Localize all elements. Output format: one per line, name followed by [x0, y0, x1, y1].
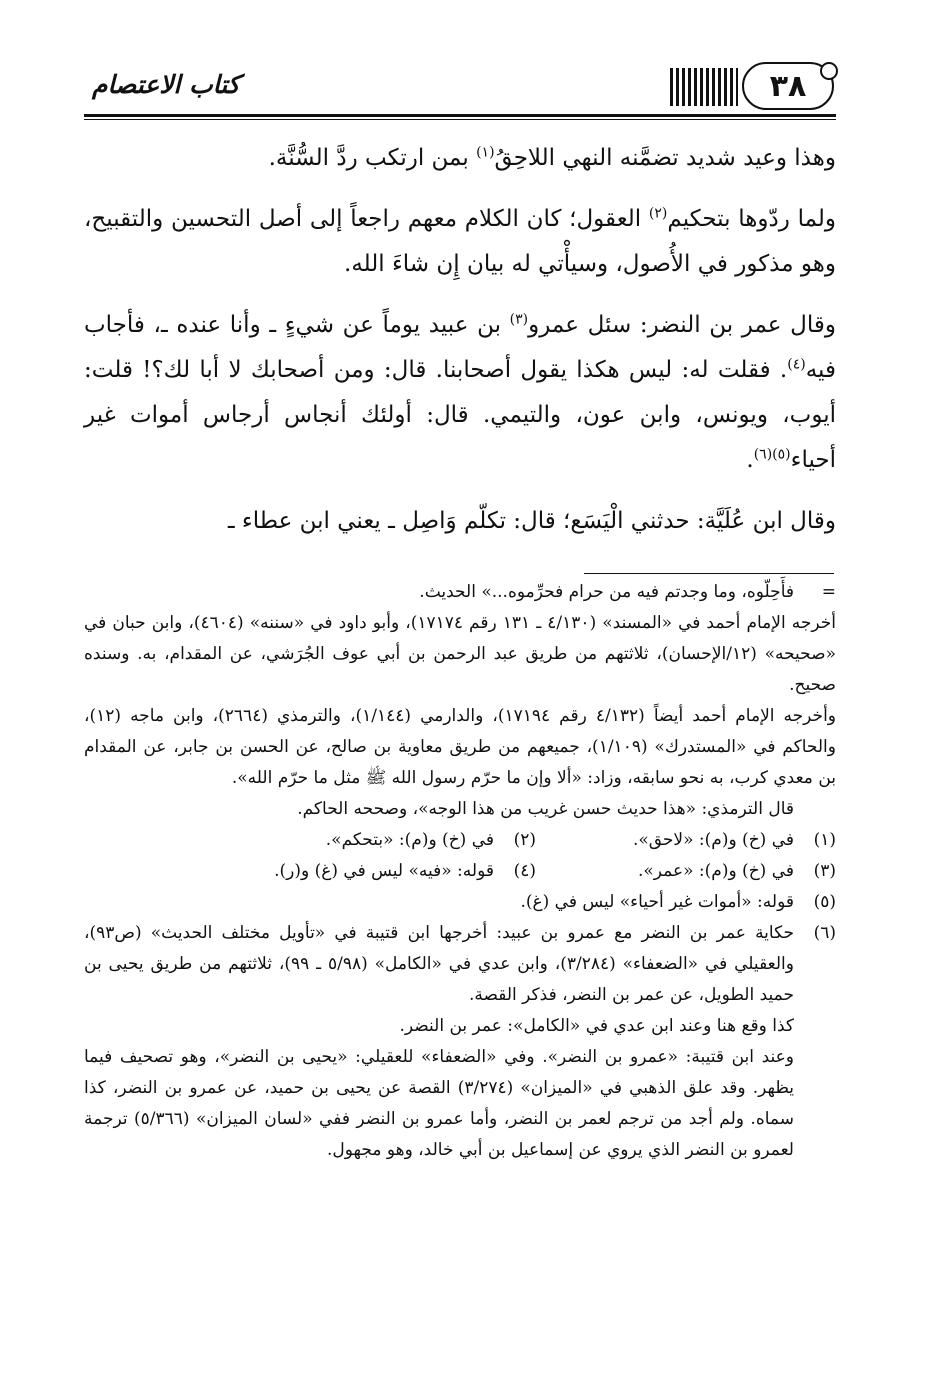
footnote-text: أخرجه الإمام أحمد في «المسند» (٤/١٣٠ ـ ١٣١ رقم ١٧١٧٤)، وأبو داود في «سننه» (٤٦٠٤)، وابن حبان في «صحيحه» (١٢/الإحسان)، ثلاثتهم من طريق عبد الرحمن بن أبي عوف الجُرَشي، عن المقدام، به. وسنده صحيح. [84, 613, 836, 695]
footnote-text: قوله: «فيه» ليس في (غ) و(ر). [274, 861, 494, 881]
text-run: وقال عمر بن النضر: سئل عمرو [528, 312, 836, 338]
footnote-number: (٤) [513, 861, 536, 881]
footnote-text: وعند ابن قتيبة: «عمرو بن النضر». وفي «الضعفاء» للعقيلي: «يحيى بن النضر»، وهو تصحيف فيما يظهر. وقد علق الذهبي في «الميزان» (٣/٢٧٤) القصة عن يحيى بن حميد، عن عمرو بن النضر، كذا سماه. ولم أجد من ترجم لعمر بن النضر، وأما عمرو بن النضر ففي «لسان الميزان» (٥/٣٦٦) ترجمة لعمرو بن النضر الذي يروي عن إسماعيل بن أبي خالد، وهو مجهول. [84, 1047, 794, 1160]
header-ornament-bars [670, 68, 738, 106]
continuation-marker: = [821, 582, 836, 602]
paragraph-4: وقال ابن عُلَيَّة: حدثني الْيَسَع؛ قال: تكلّم وَاصِل ـ يعني ابن عطاء ـ [227, 508, 836, 534]
footnote-3 [536, 856, 836, 887]
footnote-ref: (٢) [648, 205, 668, 222]
footnote-ref: (١) [476, 144, 495, 161]
footnote-ref: (٤) [787, 356, 806, 373]
footnote-6 [84, 918, 836, 1011]
footnote-row [84, 825, 836, 856]
paragraph-2 [84, 197, 836, 287]
footnote-2 [236, 825, 536, 856]
footnote-text: في (خ) و(م): «بتحكم». [325, 830, 494, 850]
footnotes [84, 577, 836, 1166]
footnote-5 [84, 887, 836, 918]
footnote-text: قوله: «أموات غير أحياء» ليس في (غ). [520, 892, 794, 912]
text-run: ولما ردّوها بتحكيم [667, 206, 836, 232]
footnote-text: كذا وقع هنا وعند ابن عدي في «الكامل»: عمر بن النضر. [399, 1016, 794, 1036]
header-rule-thin [84, 119, 836, 120]
footnote-1 [536, 825, 836, 856]
footnote-number: (٦) [813, 923, 836, 943]
footnote-text: وأخرجه الإمام أحمد أيضاً (٤/١٣٢ رقم ١٧١٩٤)، والدارمي (١/١٤٤)، والترمذي (٢٦٦٤)، وابن ماجه (١٢)، والحاكم في «المستدرك» (١/١٠٩)، جميعهم من طريق معاوية بن صالح، عن الحسن بن جابر، عن المقدام بن معدي كرب، به نحو سابقه، وزاد: «ألا وإن ما حرّم رسول الله ﷺ مثل ما حرّم الله». [84, 706, 836, 788]
page-number [742, 62, 834, 110]
text-run: . [746, 447, 754, 473]
footnote-number: (٥) [813, 892, 836, 912]
footnote-ref: (٥)(٦) [753, 446, 791, 463]
footnote-text: في (خ) و(م): «لاحق». [632, 830, 794, 850]
paragraph-3 [84, 303, 836, 483]
text-run: وهذا وعيد شديد تضمَّنه النهي اللاحِقُ [494, 145, 836, 171]
header-rule [84, 114, 836, 117]
footnote-number: (٢) [513, 830, 536, 850]
running-title: كتاب الاعتصام [92, 70, 240, 99]
footnote-4 [136, 856, 536, 887]
footnote-text: فأَحِلّوه، وما وجدتم فيه من حرام فحرِّموه...» الحديث. [419, 582, 794, 602]
page-number-text: ٣٨ [769, 68, 807, 104]
paragraph-1 [84, 136, 836, 181]
footnote-continuation [84, 577, 836, 608]
footnote-text: قال الترمذي: «هذا حديث حسن غريب من هذا الوجه»، وصححه الحاكم. [297, 799, 794, 819]
footnote-text: حكاية عمر بن النضر مع عمرو بن عبيد: أخرجها ابن قتيبة في «تأويل مختلف الحديث» (ص٩٣)، والعقيلي في «الضعفاء» (٣/٢٨٤)، وابن عدي في «الكامل» (٥/٩٨ ـ ٩٩)، ثلاثتهم من طريق يحيى بن حميد الطويل، عن عمر بن النضر، فذكر القصة. [84, 923, 794, 1005]
footnote-row [84, 856, 836, 887]
page-header [84, 56, 836, 122]
footnote-separator [584, 573, 834, 574]
badge-ornament-icon [820, 62, 838, 80]
text-run: . فقلت له: ليس هكذا يقول أصحابنا. قال: ومن أصحابك لا أبا لك؟! قلت: أيوب، ويونس، وابن عون، والتيمي. قال: أولئك أنجاس أرجاس أموات غير أحياء [84, 357, 836, 473]
footnote-number: (٣) [813, 861, 836, 881]
footnote-number: (١) [813, 830, 836, 850]
text-run: بمن ارتكب ردَّ السُّنَّة. [268, 145, 477, 171]
text-run: العقول؛ كان الكلام معهم راجعاً إلى أصل التحسين والتقبيح، وهو مذكور في الأُصول، وسيأْتي له بيان إِن شاءَ الله. [84, 206, 836, 277]
main-text [84, 136, 836, 560]
text-run: بن عبيد يوماً عن شيءٍ ـ وأنا عنده ـ، فأجاب فيه [84, 312, 836, 383]
footnote-text: في (خ) و(م): «عمر». [637, 861, 794, 881]
footnote-ref: (٣) [509, 311, 529, 328]
